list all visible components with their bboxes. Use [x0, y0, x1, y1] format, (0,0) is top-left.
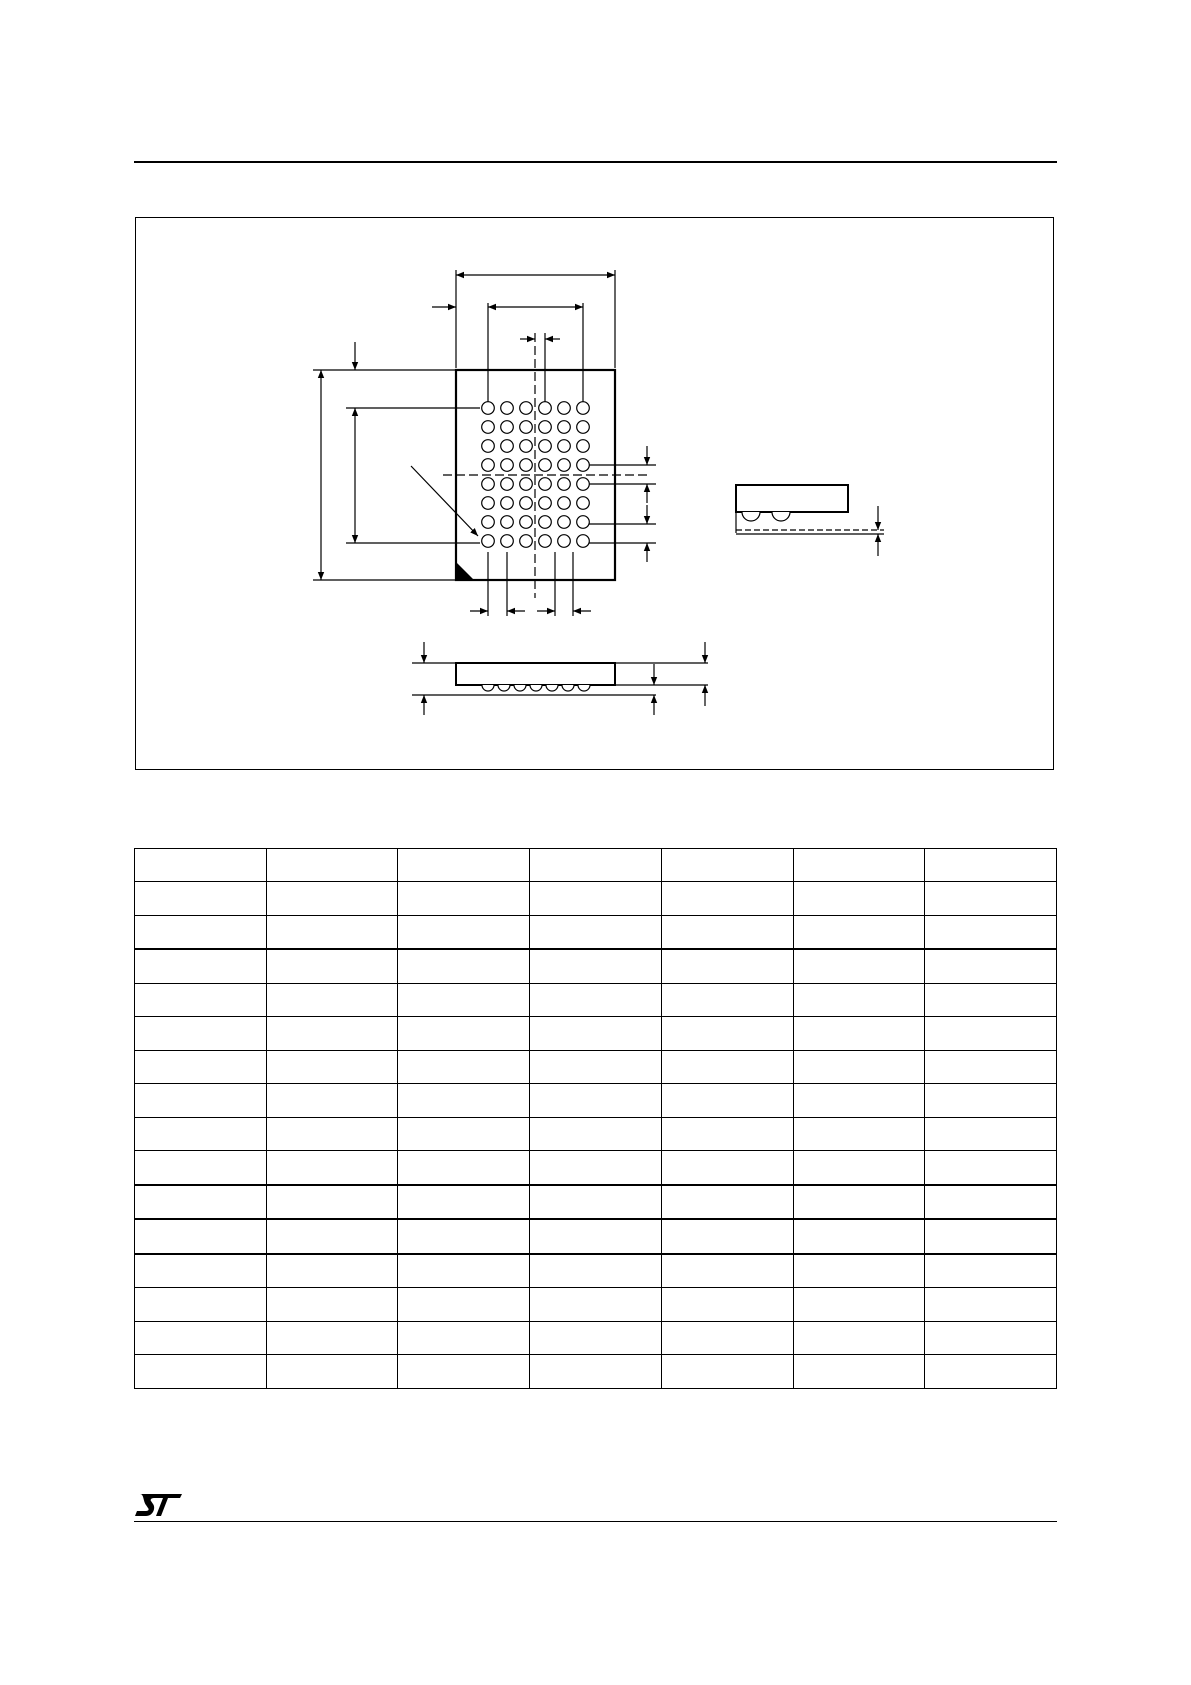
table-row: [135, 1185, 1057, 1220]
table-cell: [135, 1355, 267, 1389]
table-cell: [398, 983, 530, 1016]
solder-ball: [539, 459, 552, 472]
solder-ball-side: [498, 685, 510, 691]
table-cell: [793, 1185, 925, 1220]
solder-ball: [501, 478, 514, 491]
table-cell: [135, 882, 267, 915]
table-cell: [793, 849, 925, 882]
table-cell: [793, 1355, 925, 1389]
table-cell: [530, 1254, 662, 1288]
table-row: [135, 1050, 1057, 1083]
table-cell: [266, 1219, 398, 1254]
table-cell: [793, 1321, 925, 1354]
solder-ball: [501, 440, 514, 453]
table-cell: [661, 1151, 793, 1185]
table-row: [135, 849, 1057, 882]
table-cell: [925, 1254, 1057, 1288]
table-cell: [266, 983, 398, 1016]
table-cell: [925, 1321, 1057, 1354]
table-cell: [266, 1084, 398, 1117]
solder-ball: [501, 535, 514, 548]
table-cell: [661, 1117, 793, 1150]
solder-ball: [482, 459, 495, 472]
solder-ball: [520, 497, 533, 510]
table-cell: [793, 882, 925, 915]
table-cell: [135, 1288, 267, 1321]
table-cell: [266, 1254, 398, 1288]
table-cell: [530, 1355, 662, 1389]
table-cell: [793, 1117, 925, 1150]
table-cell: [793, 1254, 925, 1288]
solder-ball: [577, 535, 590, 548]
table-cell: [925, 949, 1057, 983]
solder-ball: [520, 516, 533, 529]
table-cell: [793, 1084, 925, 1117]
solder-ball: [558, 402, 571, 415]
table-cell: [398, 1219, 530, 1254]
table-cell: [925, 915, 1057, 949]
table-cell: [398, 915, 530, 949]
table-cell: [398, 1288, 530, 1321]
table-row: [135, 1321, 1057, 1354]
table-cell: [661, 1185, 793, 1220]
solder-ball: [539, 516, 552, 529]
table-cell: [793, 1151, 925, 1185]
table-cell: [530, 849, 662, 882]
solder-ball-side: [482, 685, 494, 691]
table-cell: [266, 1355, 398, 1389]
table-cell: [266, 1151, 398, 1185]
solder-ball: [482, 497, 495, 510]
solder-ball: [539, 535, 552, 548]
solder-ball: [520, 440, 533, 453]
table-cell: [398, 1321, 530, 1354]
table-cell: [398, 882, 530, 915]
table-cell: [398, 1017, 530, 1050]
table-cell: [793, 949, 925, 983]
solder-ball: [577, 440, 590, 453]
solder-ball: [577, 402, 590, 415]
table-cell: [530, 1288, 662, 1321]
table-cell: [135, 1254, 267, 1288]
table-cell: [925, 1288, 1057, 1321]
solder-ball: [520, 421, 533, 434]
table-row: [135, 1219, 1057, 1254]
solder-ball-side: [514, 685, 526, 691]
solder-ball-detail: [742, 512, 760, 521]
table-cell: [793, 1219, 925, 1254]
table-cell: [266, 1321, 398, 1354]
solder-ball: [501, 459, 514, 472]
table-cell: [925, 1151, 1057, 1185]
solder-ball: [577, 497, 590, 510]
table-cell: [530, 915, 662, 949]
table-cell: [266, 1050, 398, 1083]
solder-ball: [501, 516, 514, 529]
solder-ball: [577, 421, 590, 434]
solder-ball-side: [546, 685, 558, 691]
table-cell: [135, 1117, 267, 1150]
table-cell: [793, 1050, 925, 1083]
table-cell: [266, 915, 398, 949]
table-cell: [925, 1185, 1057, 1220]
table-cell: [925, 1117, 1057, 1150]
solder-ball: [482, 402, 495, 415]
header-rule: [134, 161, 1057, 163]
solder-ball: [558, 440, 571, 453]
table-cell: [398, 949, 530, 983]
solder-ball: [558, 478, 571, 491]
table-cell: [135, 1185, 267, 1220]
table-row: [135, 882, 1057, 915]
table-cell: [135, 1017, 267, 1050]
solder-ball: [482, 421, 495, 434]
table-cell: [135, 1151, 267, 1185]
table-cell: [530, 1050, 662, 1083]
table-cell: [925, 849, 1057, 882]
solder-ball: [539, 440, 552, 453]
solder-ball: [482, 478, 495, 491]
table-cell: [135, 915, 267, 949]
table-cell: [661, 1219, 793, 1254]
solder-ball: [501, 497, 514, 510]
table-cell: [925, 1219, 1057, 1254]
table-cell: [135, 1084, 267, 1117]
table-cell: [925, 1355, 1057, 1389]
solder-ball-side: [562, 685, 574, 691]
table-cell: [266, 949, 398, 983]
table-cell: [398, 849, 530, 882]
solder-ball: [539, 497, 552, 510]
table-cell: [398, 1254, 530, 1288]
table-cell: [661, 949, 793, 983]
table-cell: [266, 882, 398, 915]
table-cell: [925, 1050, 1057, 1083]
table-cell: [266, 1185, 398, 1220]
table-cell: [398, 1084, 530, 1117]
table-cell: [398, 1117, 530, 1150]
table-cell: [530, 983, 662, 1016]
table-cell: [793, 1288, 925, 1321]
table-cell: [530, 882, 662, 915]
solder-ball: [577, 516, 590, 529]
table-cell: [398, 1355, 530, 1389]
solder-ball: [558, 459, 571, 472]
table-row: [135, 1117, 1057, 1150]
solder-ball: [577, 478, 590, 491]
table-cell: [661, 1321, 793, 1354]
solder-ball: [539, 421, 552, 434]
table-cell: [530, 1321, 662, 1354]
solder-ball-side: [578, 685, 590, 691]
table-cell: [266, 1117, 398, 1150]
table-cell: [530, 1219, 662, 1254]
solder-ball: [520, 535, 533, 548]
table-row: [135, 1254, 1057, 1288]
solder-ball-side: [530, 685, 542, 691]
solder-ball: [539, 402, 552, 415]
table-cell: [925, 882, 1057, 915]
table-cell: [135, 949, 267, 983]
table-cell: [925, 1017, 1057, 1050]
table-cell: [135, 1321, 267, 1354]
table-cell: [135, 1219, 267, 1254]
table-cell: [661, 1084, 793, 1117]
table-row: [135, 1288, 1057, 1321]
table-cell: [530, 1017, 662, 1050]
table-row: [135, 1355, 1057, 1389]
table-cell: [661, 1288, 793, 1321]
st-logo: [134, 1490, 184, 1522]
solder-ball: [501, 421, 514, 434]
table-cell: [530, 1084, 662, 1117]
table-row: [135, 1017, 1057, 1050]
dimensions-table: [134, 848, 1057, 1389]
solder-ball: [558, 497, 571, 510]
table-row: [135, 1151, 1057, 1185]
table-cell: [925, 1084, 1057, 1117]
table-cell: [925, 983, 1057, 1016]
table-cell: [661, 849, 793, 882]
table-cell: [793, 1017, 925, 1050]
table-cell: [661, 1254, 793, 1288]
table-cell: [793, 915, 925, 949]
table-cell: [530, 949, 662, 983]
solder-ball: [501, 402, 514, 415]
ball-a1-leader: [411, 466, 478, 536]
table-cell: [266, 1288, 398, 1321]
solder-ball: [520, 478, 533, 491]
table-row: [135, 983, 1057, 1016]
solder-ball: [558, 535, 571, 548]
package-outline-drawing: [135, 217, 1054, 770]
table-cell: [398, 1050, 530, 1083]
solder-ball: [558, 421, 571, 434]
package-outline-svg: [136, 218, 1055, 771]
footer-rule: [134, 1521, 1057, 1522]
table-row: [135, 949, 1057, 983]
solder-ball: [539, 478, 552, 491]
solder-ball: [558, 516, 571, 529]
table-cell: [398, 1151, 530, 1185]
solder-ball: [482, 535, 495, 548]
table-cell: [793, 983, 925, 1016]
solder-ball: [520, 402, 533, 415]
table-cell: [135, 983, 267, 1016]
table-row: [135, 1084, 1057, 1117]
solder-ball-detail: [772, 512, 790, 521]
package-body-detail-view: [736, 485, 848, 512]
table-cell: [135, 1050, 267, 1083]
table-cell: [266, 1017, 398, 1050]
table-cell: [661, 915, 793, 949]
table-cell: [530, 1151, 662, 1185]
package-body-side-view: [456, 663, 615, 685]
table-cell: [661, 1017, 793, 1050]
solder-ball: [482, 440, 495, 453]
a1-corner-marker: [456, 562, 474, 580]
table-cell: [661, 1050, 793, 1083]
table-cell: [661, 1355, 793, 1389]
table-cell: [661, 882, 793, 915]
table-cell: [530, 1185, 662, 1220]
table-cell: [530, 1117, 662, 1150]
table-cell: [135, 849, 267, 882]
table-cell: [266, 849, 398, 882]
solder-ball: [482, 516, 495, 529]
table-cell: [398, 1185, 530, 1220]
table-cell: [661, 983, 793, 1016]
table-row: [135, 915, 1057, 949]
solder-ball: [577, 459, 590, 472]
solder-ball: [520, 459, 533, 472]
